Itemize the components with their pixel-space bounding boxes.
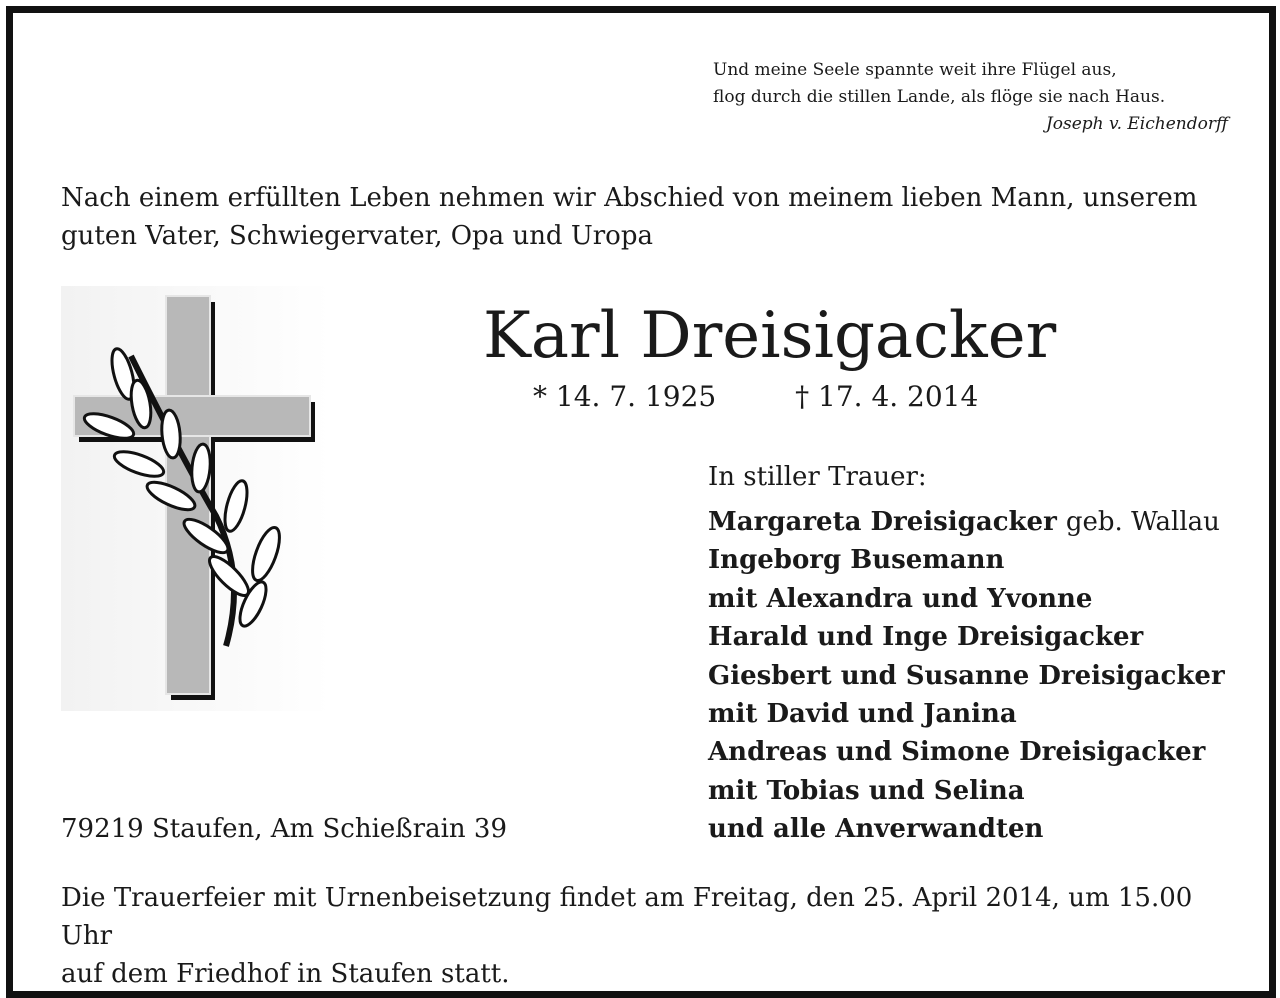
intro-line-2: guten Vater, Schwiegervater, Opa und Uropa bbox=[61, 221, 653, 251]
mourners-label: In stiller Trauer: bbox=[708, 462, 927, 492]
obituary-notice bbox=[6, 6, 1276, 998]
mourner-name: Margareta Dreisigacker bbox=[708, 507, 1057, 537]
cross-with-palm-branch-icon bbox=[61, 286, 331, 711]
mourner-line: mit Alexandra und Yvonne bbox=[708, 583, 1093, 614]
death-date: † 17. 4. 2014 bbox=[795, 380, 979, 413]
mourner-line bbox=[708, 503, 1225, 541]
mourner-line: und alle Anverwandten bbox=[708, 814, 1044, 845]
mourners-list bbox=[708, 503, 1225, 849]
mourner-line: Ingeborg Busemann bbox=[708, 545, 1005, 576]
epigraph-quote bbox=[713, 57, 1228, 138]
mourner-line: Giesbert und Susanne Dreisigacker bbox=[708, 660, 1225, 691]
family-address: 79219 Staufen, Am Schießrain 39 bbox=[61, 814, 507, 844]
funeral-line-2: auf dem Friedhof in Staufen statt. bbox=[61, 959, 510, 989]
quote-line-2: flog durch die stillen Lande, als flöge sie nach Haus. bbox=[713, 87, 1166, 107]
birth-date: * 14. 7. 1925 bbox=[533, 380, 717, 413]
quote-author: Joseph v. Eichendorff bbox=[1045, 114, 1228, 134]
mourner-line: mit David und Janina bbox=[708, 699, 1017, 730]
mourner-line: Harald und Inge Dreisigacker bbox=[708, 622, 1144, 653]
life-dates bbox=[533, 379, 978, 415]
mourner-line: mit Tobias und Selina bbox=[708, 775, 1025, 806]
funeral-line-1: Die Trauerfeier mit Urnenbeisetzung findet am Freitag, den 25. April 2014, um 15.00 Uhr bbox=[61, 883, 1193, 951]
quote-line-1: Und meine Seele spannte weit ihre Flügel aus, bbox=[713, 60, 1117, 80]
maiden-name: geb. Wallau bbox=[1065, 507, 1220, 537]
mourner-line: Andreas und Simone Dreisigacker bbox=[708, 737, 1206, 768]
intro-text bbox=[61, 179, 1236, 255]
deceased-name: Karl Dreisigacker bbox=[483, 299, 1057, 373]
intro-line-1: Nach einem erfüllten Leben nehmen wir Abschied von meinem lieben Mann, unserem bbox=[61, 183, 1198, 213]
funeral-details bbox=[61, 879, 1241, 993]
